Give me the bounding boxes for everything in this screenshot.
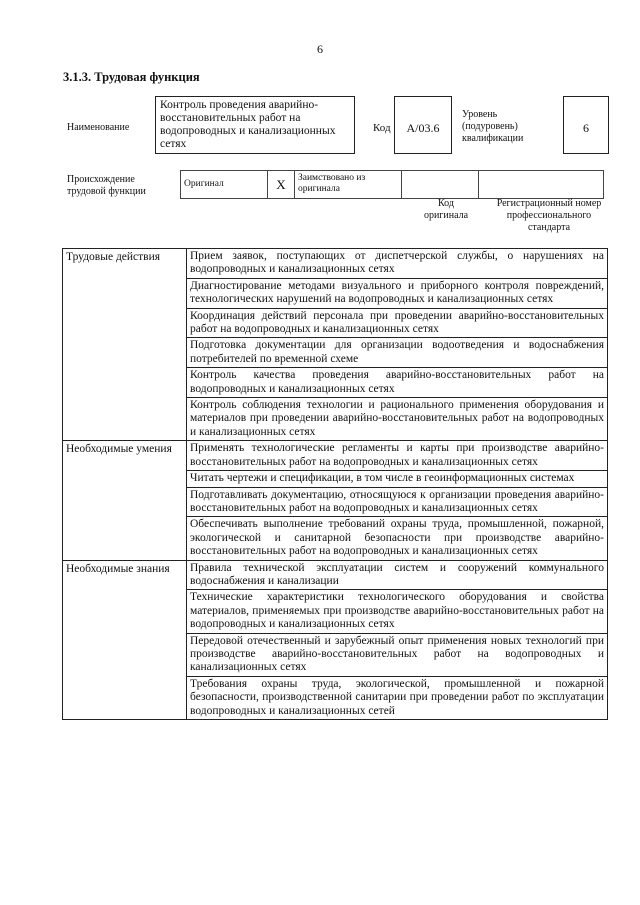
function-name-field: Контроль проведения аварийно-восстановительных работ на водопроводных и канализационных сетях: [155, 96, 355, 154]
item-cell: Правила технической эксплуатации систем и сооружений коммунального водоснабжения и канализации: [187, 560, 608, 590]
name-label: Наименование: [67, 122, 130, 133]
page-number: 6: [317, 42, 323, 56]
function-code-field: А/03.6: [394, 96, 452, 154]
origin-borrowed-cell: Заимствовано из оригинала: [295, 171, 402, 199]
item-cell: Требования охраны труда, экологической, промышленной и пожарной безопасности, производственной санитарии при проведении работ по эксплуатации водопроводных и канализационных сетей: [187, 676, 608, 719]
origin-table: [180, 170, 604, 199]
category-cell: Необходимые знания: [63, 560, 187, 719]
qualification-level-label: Уровень (подуровень) квалификации: [462, 109, 524, 144]
item-cell: Прием заявок, поступающих от диспетчерской службы, о нарушениях на водопроводных и канализационных сетях: [187, 249, 608, 279]
item-cell: Передовой отечественный и зарубежный опыт применения новых технологий при производстве аварийно-восстановительных работ на водопроводных и канализационных сетях: [187, 633, 608, 676]
item-cell: Диагностирование методами визуального и приборного контроля повреждений, технологических нарушений на водопроводных и канализационных сетях: [187, 278, 608, 308]
registration-number-caption: Регистрационный номер профессионального стандарта: [496, 198, 602, 233]
origin-reg-cell: [479, 171, 604, 199]
origin-original-cell: Оригинал: [181, 171, 268, 199]
item-cell: Читать чертежи и спецификации, в том числе в геоинформационных системах: [187, 471, 608, 487]
origin-label: Происхождение трудовой функции: [67, 174, 146, 197]
category-cell: Необходимые умения: [63, 441, 187, 560]
item-cell: Контроль соблюдения технологии и рационального применения оборудования и материалов при проведении аварийно-восстановительных работ на водопроводных и канализационных сетях: [187, 398, 608, 441]
labor-function-table: [62, 248, 608, 720]
item-cell: Координация действий персонала при проведении аварийно-восстановительных работ на водопроводных и канализационных сетях: [187, 308, 608, 338]
origin-code-cell: [402, 171, 479, 199]
qualification-level-field: 6: [563, 96, 609, 154]
table-row: [63, 560, 608, 590]
section-title: 3.1.3. Трудовая функция: [63, 70, 200, 84]
code-label: Код: [373, 122, 391, 134]
item-cell: Подготавливать документацию, относящуюся к организации проведения аварийно-восстановительных работ на водопроводных и канализационных сетях: [187, 487, 608, 517]
original-code-caption: Код оригинала: [423, 198, 469, 221]
table-row: [63, 249, 608, 279]
origin-mark-cell: X: [268, 171, 295, 199]
category-cell: Трудовые действия: [63, 249, 187, 441]
item-cell: Технические характеристики технологического оборудования и свойства материалов, применяемых при производстве аварийно-восстановительных работ на водопроводных и канализационных сетях: [187, 590, 608, 633]
item-cell: Применять технологические регламенты и карты при производстве аварийно-восстановительных работ на водопроводных и канализационных сетях: [187, 441, 608, 471]
item-cell: Подготовка документации для организации водоотведения и водоснабжения потребителей по временной схеме: [187, 338, 608, 368]
table-row: [63, 441, 608, 471]
item-cell: Обеспечивать выполнение требований охраны труда, промышленной, пожарной, экологической и санитарной безопасности при производстве аварийно-восстановительных работ на водопроводных и канализационных сетях: [187, 517, 608, 560]
item-cell: Контроль качества проведения аварийно-восстановительных работ на водопроводных и канализационных сетях: [187, 368, 608, 398]
